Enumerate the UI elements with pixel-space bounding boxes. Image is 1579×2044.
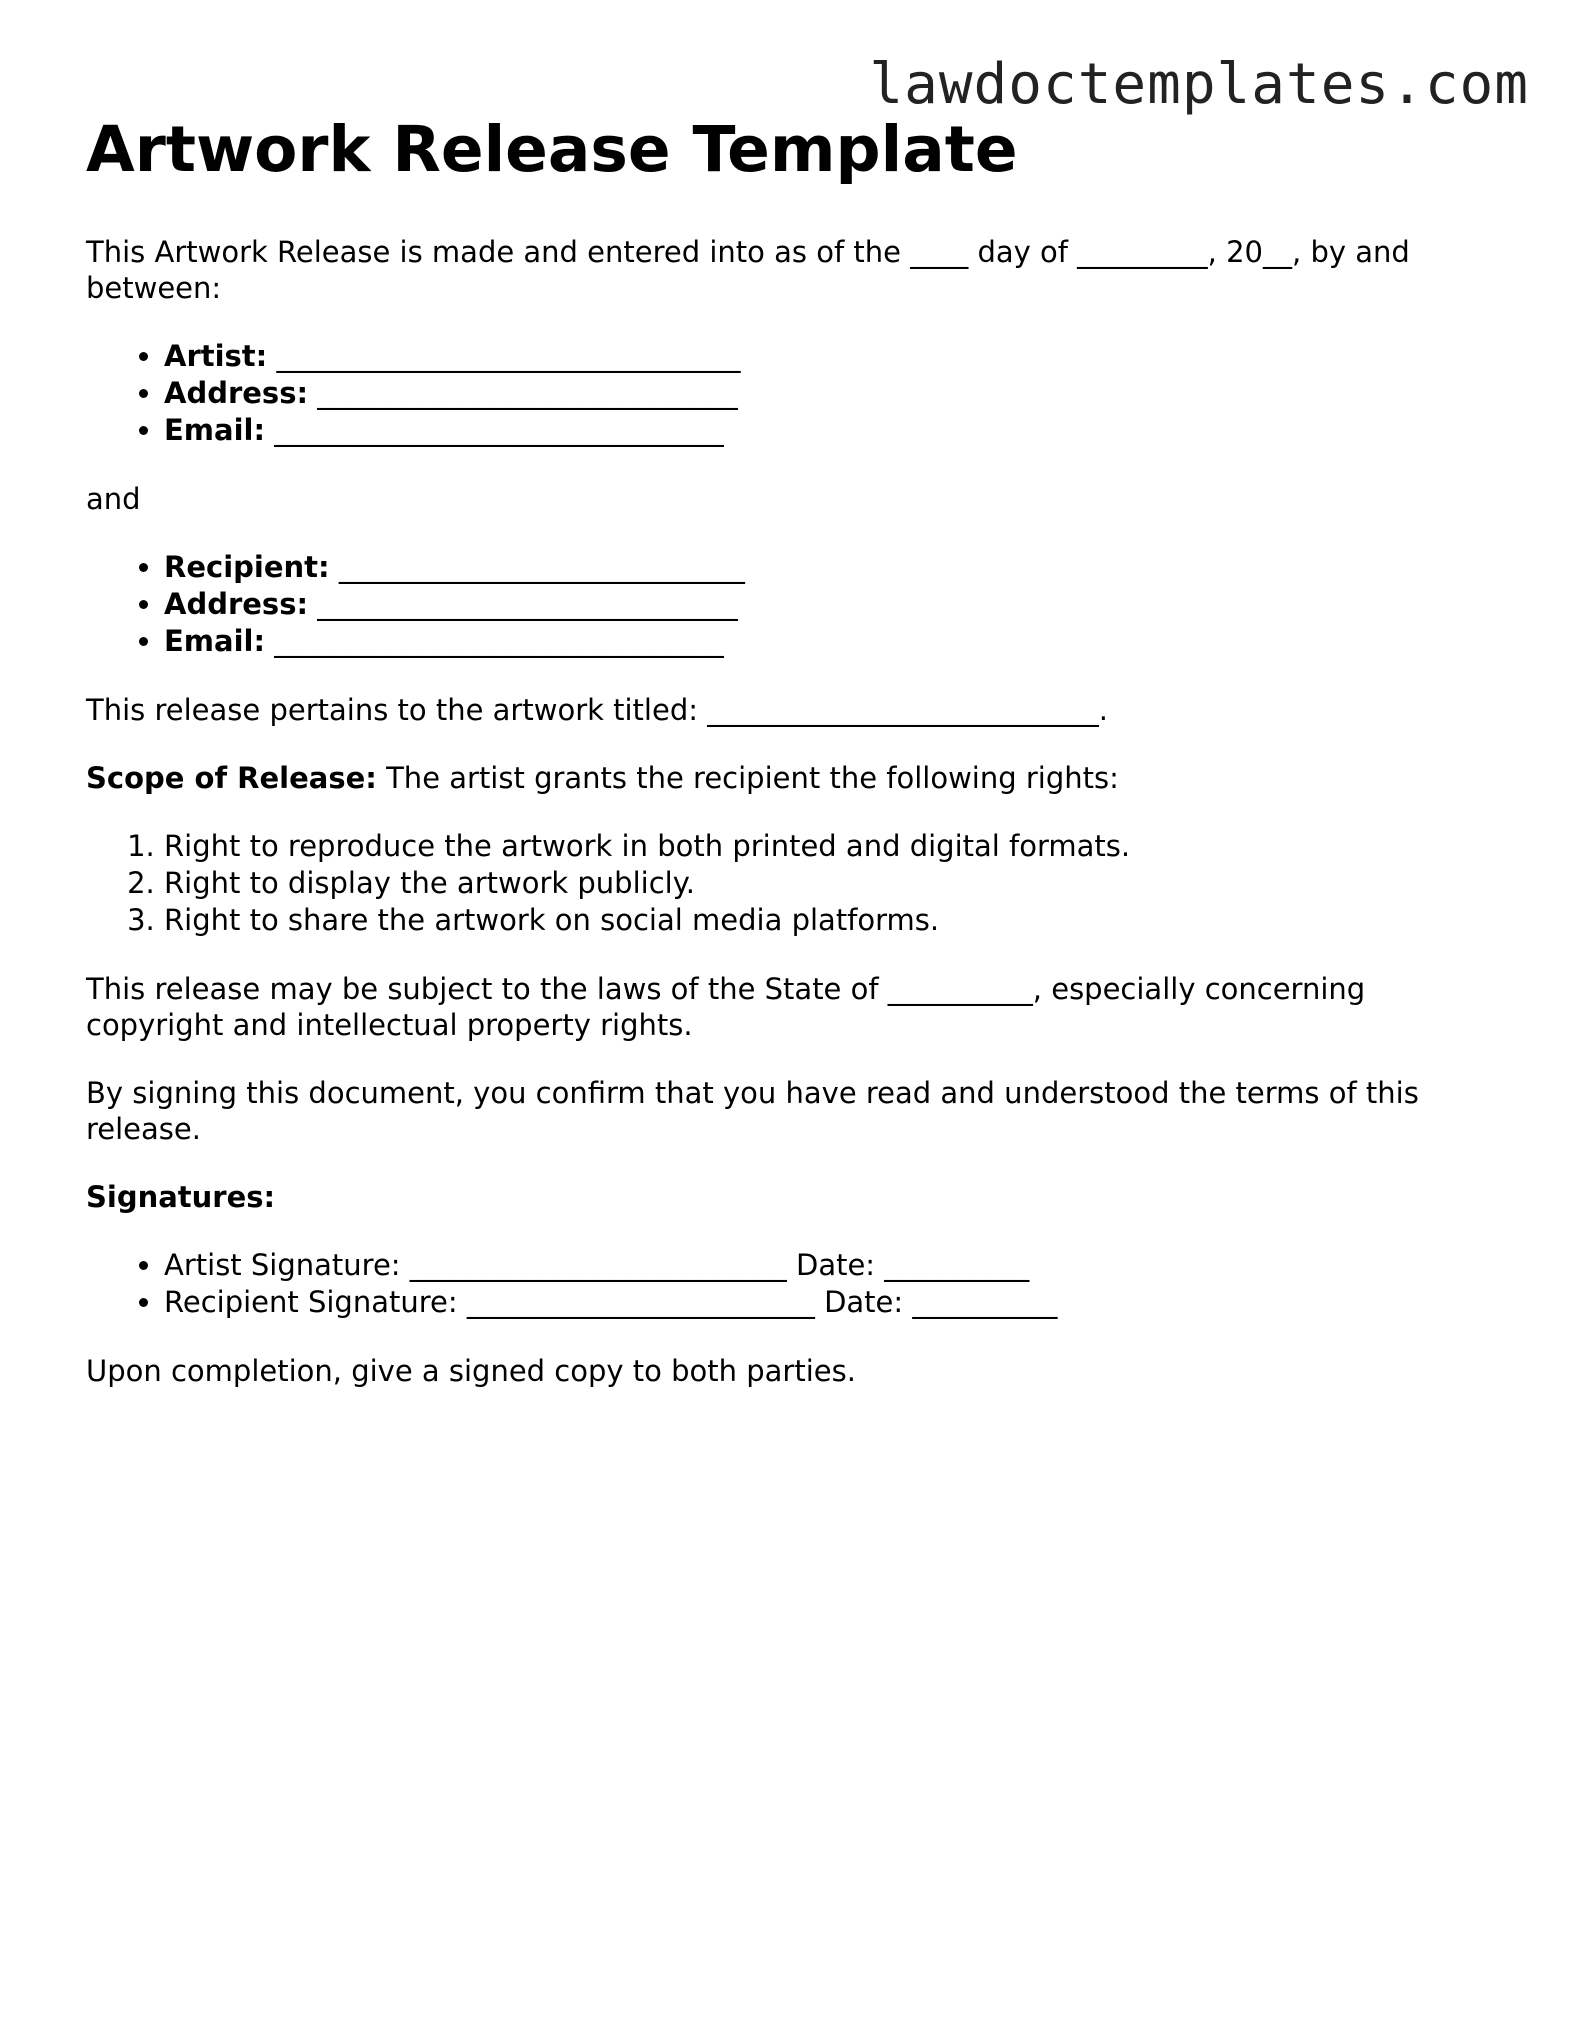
confirmation-paragraph: By signing this document, you confirm that you have read and understood the terms of this release. [86,1076,1419,1146]
field-label: Email: [164,624,266,658]
scope-paragraph [86,760,1486,796]
field-blank: _____________________________ [317,376,738,410]
list-item: 3. Right to share the artwork on social media platforms. [164,902,1486,939]
document-content [86,110,1486,1421]
artwork-title-line: This release pertains to the artwork titled: ___________________________. [86,693,1108,727]
field-label: Email: [164,413,266,447]
list-item [164,549,1486,586]
list-item [164,338,1486,375]
field-blank: _____________________________ [317,587,738,621]
governing-law-paragraph: This release may be subject to the laws of the State of __________, especially concerning copyright and intellectual property rights. [86,972,1366,1042]
list-item: • Artist Signature: __________________________ Date: __________ [164,1247,1486,1284]
field-blank: _______________________________ [274,413,724,447]
list-item: 1. Right to reproduce the artwork in both printed and digital formats. [164,828,1486,865]
field-blank: _______________________________ [274,624,724,658]
artist-details-list [86,338,1486,449]
recipient-details-list [86,549,1486,660]
signature-list [86,1247,1486,1321]
closing-paragraph: Upon completion, give a signed copy to both parties. [86,1354,856,1388]
scope-text: The artist grants the recipient the following rights: [376,761,1119,795]
scope-label: Scope of Release: [86,761,377,795]
field-label: Recipient: [164,550,330,584]
field-blank: ________________________________ [276,339,741,373]
field-label: Artist: [164,339,268,373]
field-label: Address: [164,376,309,410]
site-watermark: lawdoctemplates.com [869,52,1529,117]
rights-list [86,828,1486,939]
list-item [164,623,1486,660]
list-item: 2. Right to display the artwork publicly. [164,865,1486,902]
and-text: and [86,482,141,516]
intro-paragraph: This Artwork Release is made and entered into as of the ____ day of _________, 20__, by and between: [86,235,1410,305]
list-item [164,586,1486,623]
signatures-heading [86,1179,1486,1215]
signatures-heading-text: Signatures: [86,1180,276,1214]
list-item [164,375,1486,412]
field-blank: ____________________________ [338,550,745,584]
list-item [164,412,1486,449]
page-title: Artwork Release Template [86,113,1018,186]
field-label: Address: [164,587,309,621]
list-item: • Recipient Signature: ________________________ Date: __________ [164,1284,1486,1321]
